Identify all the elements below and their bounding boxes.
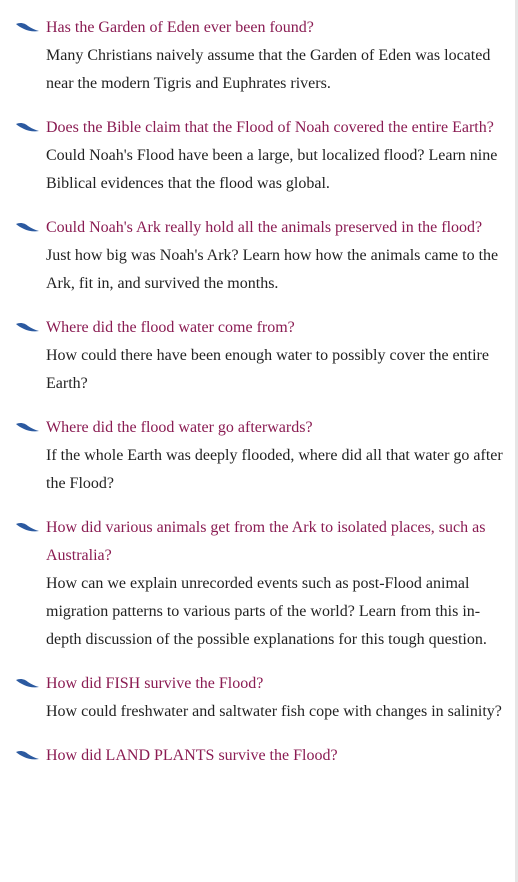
article-link[interactable]: Where did the flood water go afterwards? bbox=[46, 419, 313, 436]
article-link[interactable]: Where did the flood water come from? bbox=[46, 319, 295, 336]
blue-swoosh-bullet-icon bbox=[14, 21, 40, 33]
blue-swoosh-bullet-icon bbox=[14, 221, 40, 233]
blue-swoosh-bullet-icon bbox=[14, 521, 40, 533]
list-item bbox=[0, 114, 518, 198]
article-description: Could Noah's Flood have been a large, but localized flood? Learn nine Biblical evidences that the flood was global. bbox=[46, 147, 498, 192]
article-link[interactable]: How did LAND PLANTS survive the Flood? bbox=[46, 747, 338, 764]
article-description: Many Christians naively assume that the Garden of Eden was located near the modern Tigris and Euphrates rivers. bbox=[46, 47, 491, 92]
list-item bbox=[0, 214, 518, 298]
article-link[interactable]: Could Noah's Ark really hold all the animals preserved in the flood? bbox=[46, 219, 483, 236]
list-item bbox=[0, 514, 518, 654]
list-item bbox=[0, 14, 518, 98]
article-link[interactable]: How did FISH survive the Flood? bbox=[46, 675, 264, 692]
blue-swoosh-bullet-icon bbox=[14, 677, 40, 689]
list-item bbox=[0, 314, 518, 398]
article-description: How could freshwater and saltwater fish cope with changes in salinity? bbox=[46, 703, 502, 720]
list-item bbox=[0, 414, 518, 498]
article-description: Just how big was Noah's Ark? Learn how how the animals came to the Ark, fit in, and survived the months. bbox=[46, 247, 499, 292]
article-link[interactable]: Does the Bible claim that the Flood of Noah covered the entire Earth? bbox=[46, 119, 494, 136]
article-description: How can we explain unrecorded events such as post-Flood animal migration patterns to various parts of the world? Learn from this in-depth discussion of the possible explanations for this tough question. bbox=[46, 575, 487, 648]
article-description: How could there have been enough water to possibly cover the entire Earth? bbox=[46, 347, 489, 392]
article-link[interactable]: Has the Garden of Eden ever been found? bbox=[46, 19, 314, 36]
article-description: If the whole Earth was deeply flooded, where did all that water go after the Flood? bbox=[46, 447, 503, 492]
blue-swoosh-bullet-icon bbox=[14, 121, 40, 133]
article-link[interactable]: How did various animals get from the Ark to isolated places, such as Australia? bbox=[46, 519, 486, 564]
article-link-list bbox=[0, 14, 518, 786]
list-item bbox=[0, 670, 518, 726]
list-item bbox=[0, 742, 518, 770]
blue-swoosh-bullet-icon bbox=[14, 421, 40, 433]
blue-swoosh-bullet-icon bbox=[14, 321, 40, 333]
blue-swoosh-bullet-icon bbox=[14, 749, 40, 761]
